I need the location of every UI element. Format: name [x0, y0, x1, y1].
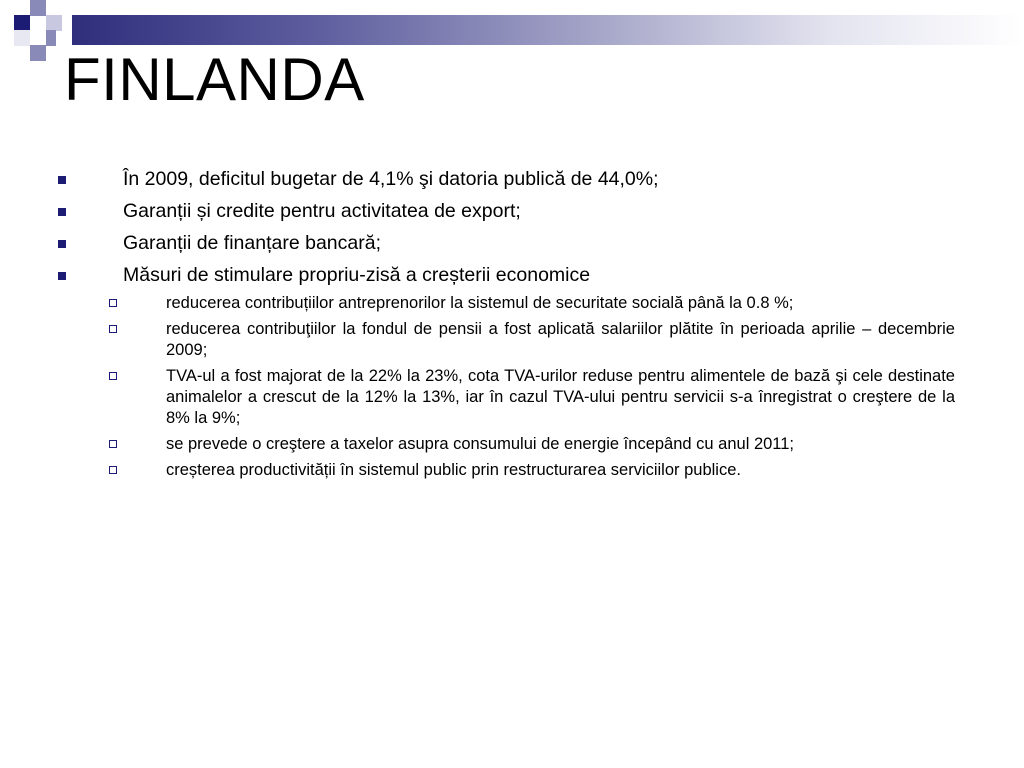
- sub-bullet-text: creșterea productivității în sistemul public prin restructurarea serviciilor publice.: [166, 461, 741, 479]
- hollow-square-bullet-icon: [109, 466, 117, 474]
- sub-bullet-item: [166, 319, 955, 361]
- square-bullet-icon: [58, 240, 66, 248]
- sub-bullet-text: se prevede o creştere a taxelor asupra consumului de energie începând cu anul 2011;: [166, 435, 795, 453]
- sub-bullet-text: reducerea contribuțiilor antreprenorilor la sistemul de securitate socială până la 0.8 %;: [166, 294, 794, 312]
- hollow-square-bullet-icon: [109, 325, 117, 333]
- bullet-text: Garanții de finanțare bancară;: [123, 232, 381, 254]
- hollow-square-bullet-icon: [109, 299, 117, 307]
- bullet-text: Măsuri de stimulare propriu-zisă a creșterii economice: [123, 264, 591, 286]
- square-bullet-icon: [58, 208, 66, 216]
- square-bullet-icon: [58, 272, 66, 280]
- slide-title: FINLANDA: [64, 46, 365, 113]
- header-gradient-band: [72, 15, 1024, 45]
- bullet-text: În 2009, deficitul bugetar de 4,1% şi datoria publică de 44,0%;: [123, 168, 659, 190]
- decor-square-mid-icon: [46, 30, 56, 46]
- sub-bullet-item: [166, 460, 955, 481]
- square-bullet-icon: [58, 176, 66, 184]
- sub-bullet-item: [166, 293, 955, 314]
- bullet-item: [0, 227, 1024, 259]
- bullet-item: [0, 163, 1024, 195]
- bullet-item: [0, 195, 1024, 227]
- sub-bullet-item: [166, 366, 955, 429]
- sub-bullet-text: reducerea contribuţiilor la fondul de pensii a fost aplicată salariilor plătite în perioada aprilie – decembrie 2009;: [166, 320, 955, 359]
- decor-square-light-icon: [14, 30, 30, 46]
- decor-square-light-icon: [46, 15, 62, 31]
- slide-content: [0, 163, 1024, 481]
- sub-bullet-item: [166, 434, 955, 455]
- decor-square-dark-icon: [14, 15, 30, 31]
- hollow-square-bullet-icon: [109, 372, 117, 380]
- sub-bullet-text: TVA-ul a fost majorat de la 22% la 23%, cota TVA-urilor reduse pentru alimentele de bază şi cele destinate animalelor a crescut de la 12% la 13%, iar în cazul TVA-ului pentru servicii s-a înregistrat o creştere de la 8% la 9%;: [166, 367, 955, 427]
- bullet-item: [0, 259, 1024, 291]
- bullet-text: Garanții și credite pentru activitatea de export;: [123, 200, 521, 222]
- decor-square-mid-icon: [30, 0, 46, 16]
- decor-square-mid-icon: [30, 45, 46, 61]
- hollow-square-bullet-icon: [109, 440, 117, 448]
